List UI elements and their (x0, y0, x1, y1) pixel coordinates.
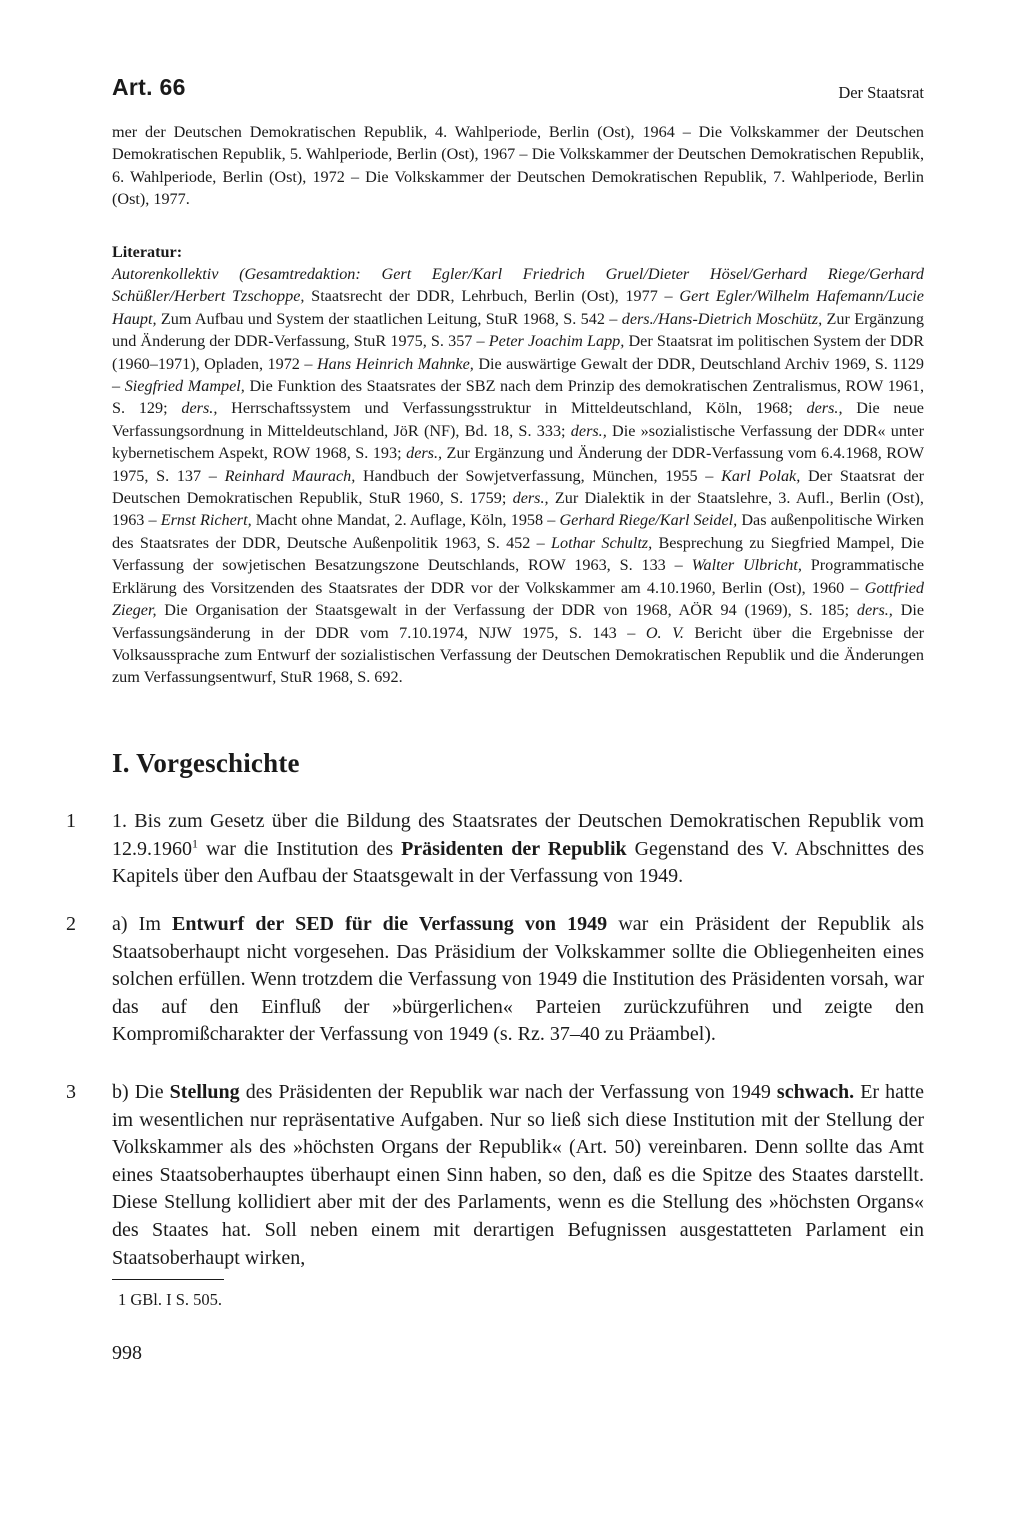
footnote-ref: 1 (192, 835, 198, 850)
literature-text: Die auswärtige Gewalt der DDR, Deutschland Archiv 1969, S. 1129 (473, 354, 925, 373)
literature-author: Siegfried Mampel, (124, 377, 245, 396)
literature-author: ders., (512, 489, 549, 508)
article-label: Art. 66 (112, 74, 186, 100)
paragraph-text: war ein Präsident der Republik als Staatsoberhaupt nicht vorgesehen. Das Präsidium der Volkskammer sollte die Obliegenheiten eines solchen erfüllen. Wenn trotzdem die Verfassung von 1949 die Institution des Präsidenten vorsah, war das auf den Einfluß der »bürgerlichen« Parteien zurückzuführen und zeigte den Kompromißcharakter der Verfassung von 1949 (s. Rz. 37–40 zu Präambel). (112, 913, 924, 1046)
emphasis: Präsidenten der Republik (401, 837, 627, 860)
margin-number: 1 (66, 810, 76, 832)
literature-text: Die »sozialistische Verfassung der DDR« unter kybernetischem Aspekt, ROW 1968, S. 193; (112, 421, 924, 463)
literature-text: Besprechung zu Siegfried Mampel, Die Verfassung der sowjetischen Besatzungszone Deutschlands, ROW 1963, S. 133 (112, 533, 925, 575)
literature-text: Die Funktion des Staatsrates der SBZ nach dem Prinzip des demokratischen Zentralismus, ROW 1961, S. 129; (112, 377, 924, 418)
literature-author: Peter Joachim Lapp, (488, 332, 625, 351)
literature-text: Programmatische Erklärung des Vorsitzenden des Staatsrates der DDR vor der Volkskammer am 4.10.1960, Berlin (Ost), 1960 (112, 556, 925, 597)
literature-text: Das außenpolitische Wirken des Staatsrates der DDR, Deutsche Außenpolitik 1963, S. 452 (112, 511, 924, 552)
literature-text: Macht ohne Mandat, 2. Auflage, Köln, 1958 (251, 511, 544, 530)
margin-number: 2 (66, 913, 76, 935)
literature-text: Zum Aufbau und System der staatlichen Leitung, StuR 1968, S. 542 (156, 309, 605, 328)
footnote-divider (112, 1279, 224, 1280)
page-number: 998 (112, 1342, 142, 1364)
literature-author: Lothar Schultz, (551, 533, 653, 552)
literature-author: Gottfried Zieger, (112, 578, 924, 620)
paragraph-2 (66, 911, 924, 1049)
literature-text: Der Staatsrat der Deutschen Demokratischen Republik, StuR 1960, S. 1759; (112, 466, 925, 508)
intro-paragraph: mer der Deutschen Demokratischen Republik, 4. Wahlperiode, Berlin (Ost), 1964 – Die Volkskammer der Deutschen Demokratischen Republik, 5. Wahlperiode, Berlin (Ost), 1967 – Die Volkskammer der Deutschen Demokratischen Republik, 6. Wahlperiode, Berlin (Ost), 1972 – Die Volkskammer der Deutschen Demokratischen Republik, 7. Wahlperiode, Berlin (Ost), 1977. (112, 123, 924, 209)
literature-text: Bericht über die Ergebnisse der Volksaussprache zum Entwurf der sozialistischen Verfassung der Deutschen Demokratischen Republik und die Änderungen zum Verfassungsentwurf, StuR 1968, S. 692. (112, 623, 925, 687)
paragraph-text: b) Die (112, 1081, 170, 1103)
literature-text: Der Staatsrat im politischen System der DDR (1960–1971), Opladen, 1972 (112, 332, 924, 373)
literature-text: Herrschaftssystem und Verfassungsstruktur in Mitteldeutschland, Köln, 1968; (217, 399, 807, 418)
literature-author: Ernst Richert, (160, 511, 252, 530)
literature-text: Handbuch der Sowjetverfassung, München, 1955 (355, 466, 698, 485)
literature-text: Zur Dialektik in der Staatslehre, 3. Aufl., Berlin (Ost), 1963 (112, 489, 924, 530)
literature-author: ders., (570, 421, 607, 440)
literature-author: Autorenkollektiv (Gesamtredaktion: Gert Egler/Karl Friedrich Gruel/Dieter Hösel/Gerhard Riege/Gerhard Schüßler/Herbert Tzschoppe, (112, 265, 924, 306)
literature-author: ders., (806, 399, 843, 418)
paragraph-text: Gegenstand des V. Abschnittes des Kapitels über den Aufbau der Staatsgewalt in der Verfassung von 1949. (112, 837, 924, 888)
paragraph-text: des Präsidenten der Republik war nach der Verfassung von 1949 (239, 1081, 777, 1103)
paragraph-text: a) Im (112, 913, 173, 935)
paragraph-text: war die Institution des (198, 837, 402, 860)
emphasis: Entwurf der SED für die Verfassung von 1949 (172, 913, 608, 935)
margin-number: 3 (66, 1081, 76, 1103)
literature-list: Autorenkollektiv (Gesamtredaktion: Gert Egler/Karl Friedrich Gruel/Dieter Hösel/Gerhard Riege/Gerhard Schüßler/Herbert Tzschoppe, Staatsrecht der DDR, Lehrbuch, Berlin (Ost), 1977 – Gert Egler/Wilhelm Hafemann/Lucie Haupt, Zum Aufbau und System der staatlichen Leitung, StuR 1968, S. 542 – ders./Hans-Dietrich Moschütz, Zur Ergänzung und Änderung der DDR-Verfassung, StuR 1975, S. 357 – Peter Joachim Lapp, Der Staatsrat im politischen System der DDR (1960–1971), Opladen, 1972 – Hans Heinrich Mahnke, Die auswärtige Gewalt der DDR, Deutschland Archiv 1969, S. 1129 – Siegfried Mampel, Die Funktion des Staatsrates der SBZ nach dem Prinzip des demokratischen Zentralismus, ROW 1961, S. 129; ders., Herrschaftssystem und Verfassungsstruktur in Mitteldeutschland, Köln, 1968; ders., Die neue Verfassungsordnung in Mitteldeutschland, JöR (NF), Bd. 18, S. 333; ders., Die »sozialistische Verfassung der DDR« unter kybernetischem Aspekt, ROW 1968, S. 193; ders., Zur Ergänzung und Änderung der DDR-Verfassung vom 6.4.1968, ROW 1975, S. 137 – Reinhard Maurach, Handbuch der Sowjetverfassung, München, 1955 – Karl Polak, Der Staatsrat der Deutschen Demokratischen Republik, StuR 1960, S. 1759; ders., Zur Dialektik in der Staatslehre, 3. Aufl., Berlin (Ost), 1963 – Ernst Richert, Macht ohne Mandat, 2. Auflage, Köln, 1958 – Gerhard Riege/Karl Seidel, Das außenpolitische Wirken des Staatsrates der DDR, Deutsche Außenpolitik 1963, S. 452 – Lothar Schultz, Besprechung zu Siegfried Mampel, Die Verfassung der sowjetischen Besatzungszone Deutschlands, ROW 1963, S. 133 – Walter Ulbricht, Programmatische Erklärung des Vorsitzenden des Staatsrates der DDR vor der Volkskammer am 4.10.1960, Berlin (Ost), 1960 – Gottfried Zieger, Die Organisation der Staatsgewalt in der Verfassung der DDR von 1968, AÖR 94 (1969), S. 185; ders., Die Verfassungsänderung in der DDR vom 7.10.1974, NJW 1975, S. 143 – O. V. Bericht über die Ergebnisse der Volksaussprache zum Entwurf der sozialistischen Verfassung der Deutschen Demokratischen Republik und die Änderungen zum Verfassungsentwurf, StuR 1968, S. 692. (112, 265, 925, 687)
literature-text: Die Verfassungsänderung in der DDR vom 7.10.1974, NJW 1975, S. 143 (112, 601, 925, 642)
literature-text: Staatsrecht der DDR, Lehrbuch, Berlin (Ost), 1977 (304, 287, 658, 306)
emphasis: Stellung (169, 1081, 240, 1103)
literature-author: Walter Ulbricht, (691, 556, 802, 575)
paragraph-text: 1. Bis zum Gesetz über die Bildung des Staatsrates der Deutschen Demokratischen Republik vom 12.9.1960 (112, 810, 924, 860)
running-title: Der Staatsrat (838, 83, 924, 102)
literature-author: O. V. (645, 623, 684, 642)
intro-text (112, 121, 924, 211)
literature-author: Gerhard Riege/Karl Seidel, (559, 511, 738, 530)
literature-text: Zur Ergänzung und Änderung der DDR-Verfassung vom 6.4.1968, ROW 1975, S. 137 (112, 444, 924, 485)
literature-heading: Literatur: (112, 243, 183, 261)
footnote: 1 GBl. I S. 505. (118, 1290, 223, 1309)
literature-author: Gert Egler/Wilhelm Hafemann/Lucie Haupt, (112, 287, 924, 328)
literature-author: ders./Hans-Dietrich Moschütz, (621, 309, 823, 328)
literature-author: ders., (406, 444, 443, 463)
literature-author: ders., (181, 399, 218, 418)
paragraph-text: Er hatte im wesentlichen nur repräsentative Aufgaben. Nur so ließ sich diese Institution mit der Stellung der Volkskammer als des »höchsten Organs der Republik« (Art. 50) vereinbaren. Denn sollte das Amt eines Staatsoberhauptes überhaupt einen Sinn haben, so den, daß es die Spitze des Staates darstellt. Diese Stellung kollidiert aber mit der des Parlaments, wenn es die Stellung des »höchsten Organs« des Staates hat. Soll neben einem mit derartigen Befugnissen ausgestatteten Parlament ein Staatsoberhaupt wirken, (112, 1081, 924, 1269)
paragraph-1 (66, 808, 924, 891)
literature-text: Zur Ergänzung und Änderung der DDR-Verfassung, StuR 1975, S. 357 (112, 309, 925, 351)
paragraph-3 (66, 1079, 924, 1272)
literature-author: Hans Heinrich Mahnke, (316, 354, 474, 373)
literature-author: Karl Polak, (721, 466, 801, 485)
literature-text: Die Organisation der Staatsgewalt in der Verfassung der DDR von 1968, AÖR 94 (1969), S. 185; (156, 601, 857, 620)
section-title: I. Vorgeschichte (112, 748, 300, 778)
literature-author: ders., (856, 601, 893, 620)
literature-text: Die neue Verfassungsordnung in Mitteldeutschland, JöR (NF), Bd. 18, S. 333; (112, 399, 924, 440)
literature-author: Reinhard Maurach, (224, 466, 356, 485)
emphasis: schwach. (776, 1081, 855, 1103)
